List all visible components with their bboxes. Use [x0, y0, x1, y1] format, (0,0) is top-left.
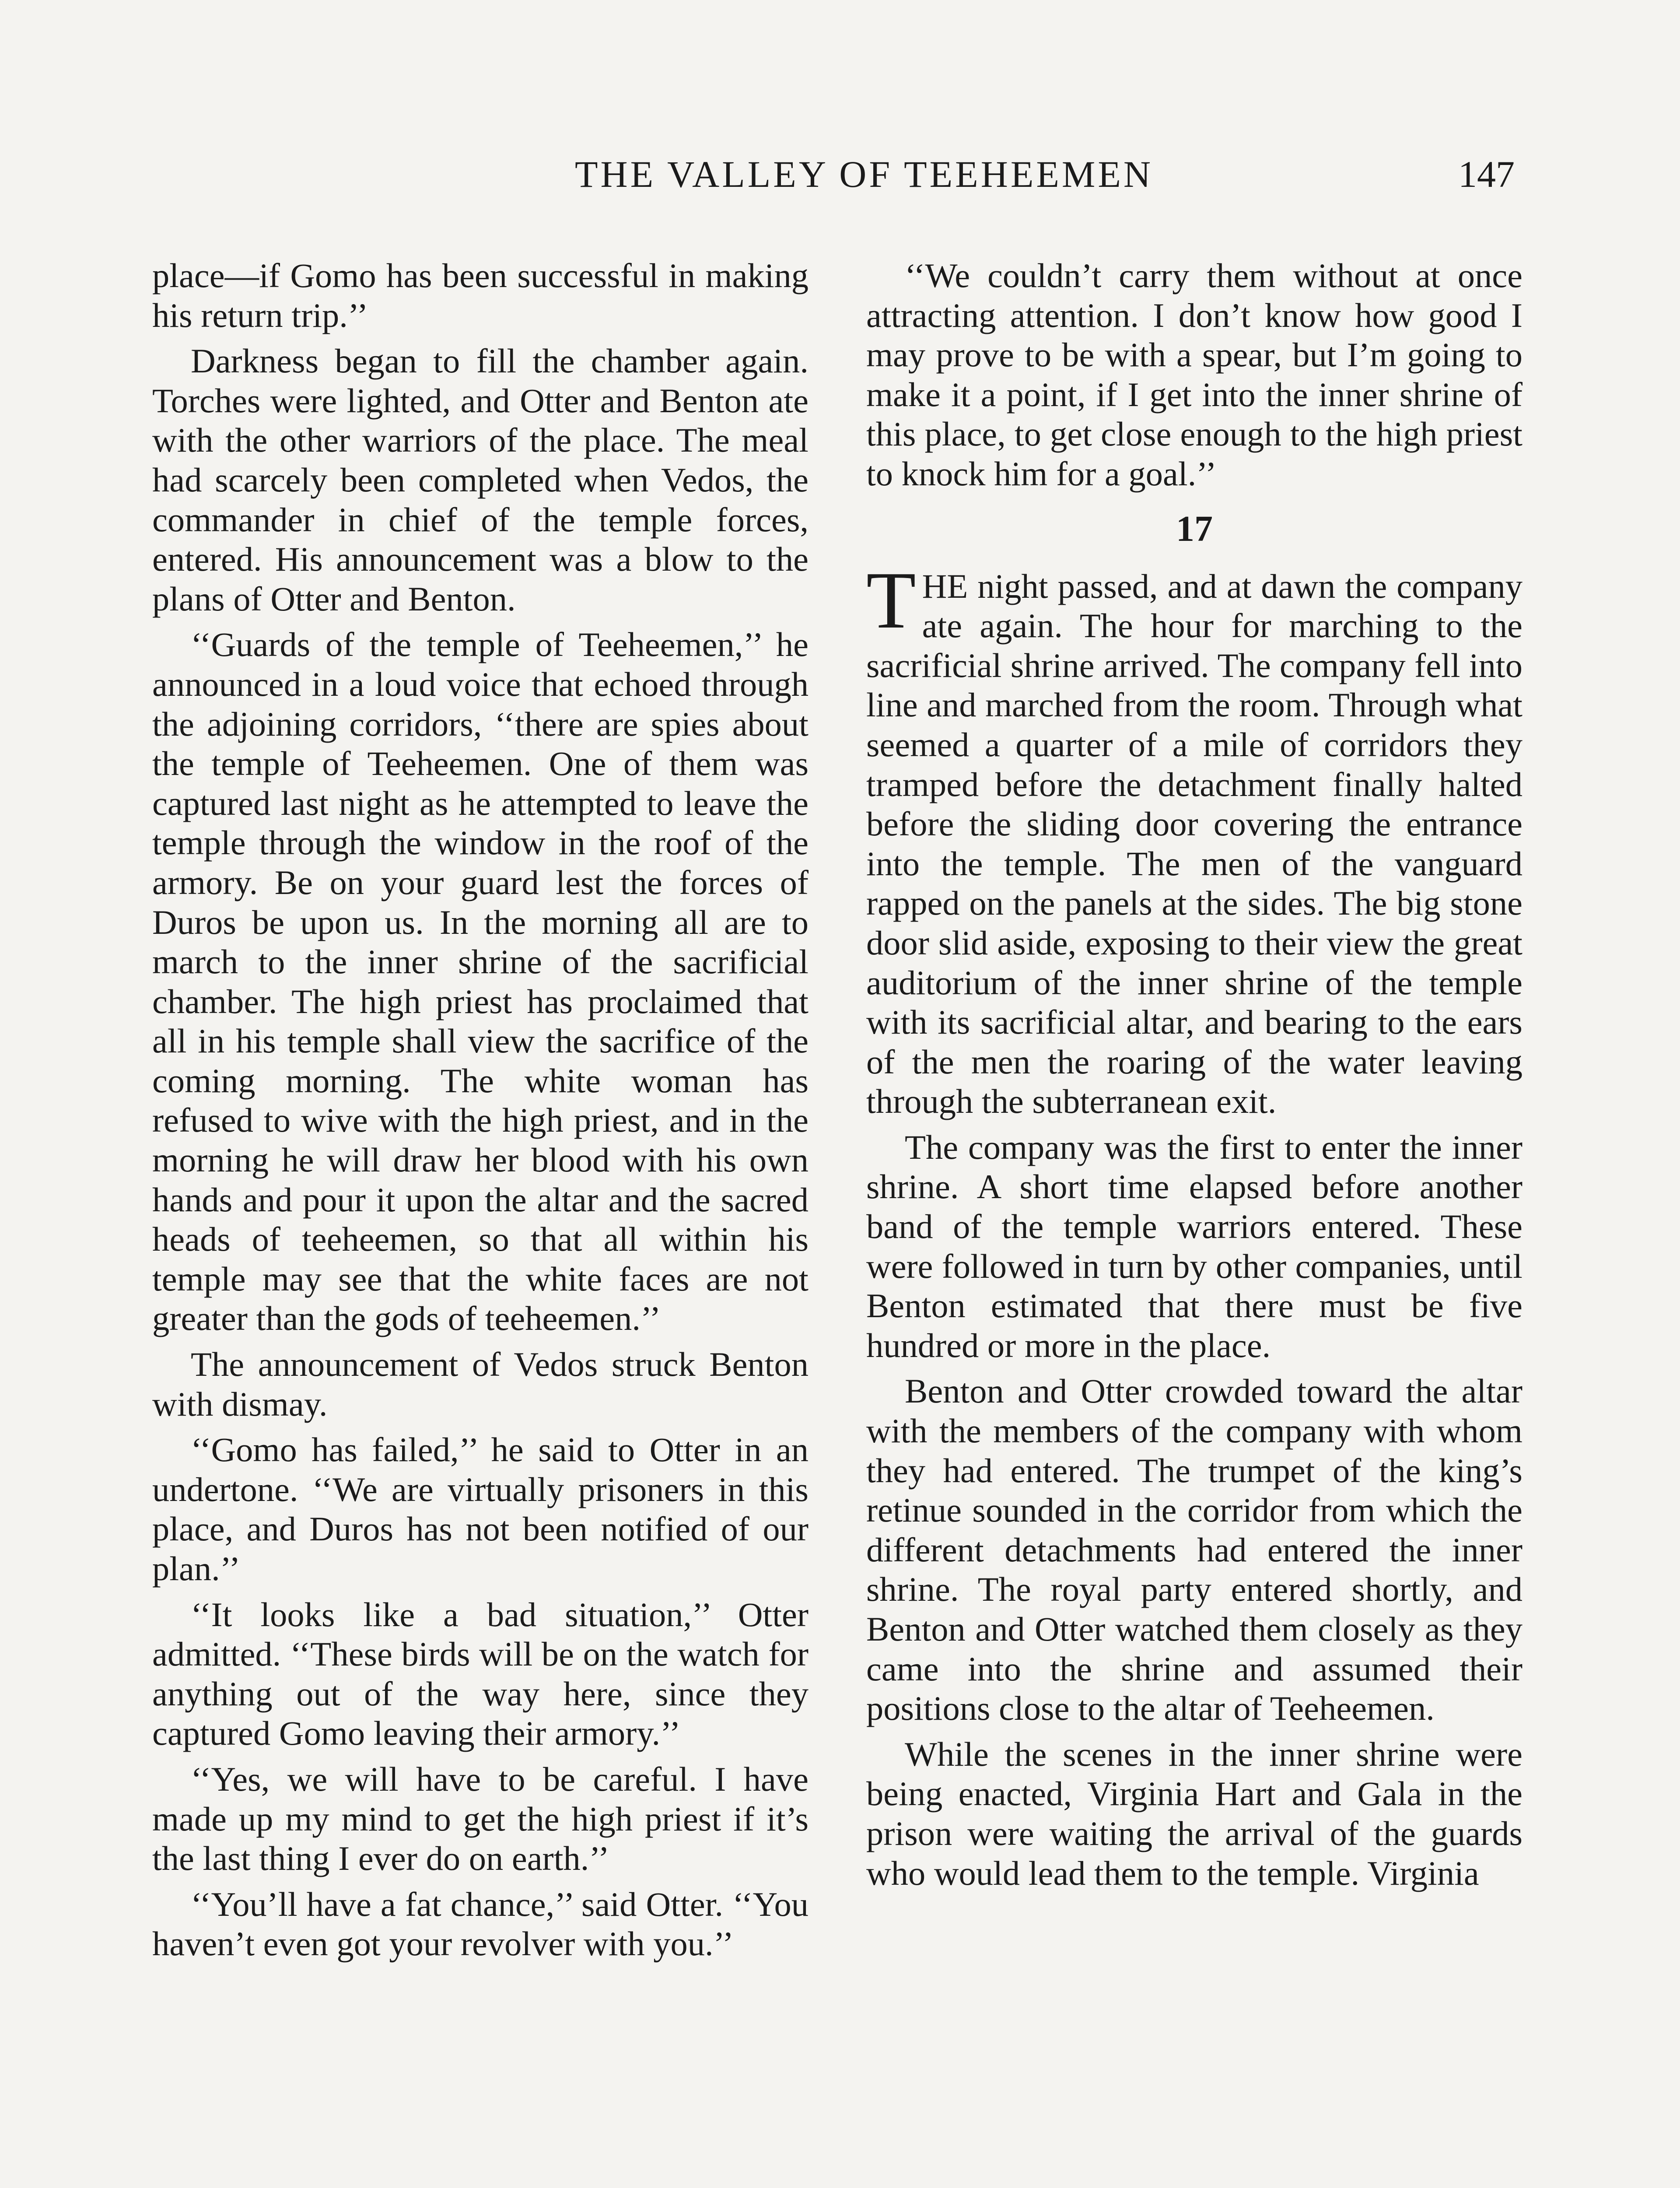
chapter-number: 17 — [1176, 508, 1213, 549]
paragraph: ‘‘You’ll have a fat chance,’’ said Otter. ‘‘You haven’t even got your revolver with you.’’ — [152, 1885, 808, 1963]
paragraph: While the scenes in the inner shrine were being enacted, Virginia Hart and Gala in the prison were waiting the arrival of the guards who would lead them to the temple. Virginia — [866, 1735, 1522, 1892]
drop-cap: T — [866, 555, 916, 645]
running-title: THE VALLEY OF TEEHEEMEN — [574, 153, 1153, 195]
paragraph: ‘‘Yes, we will have to be careful. I have made up my mind to get the high priest if it’s the last thing I ever do on earth.’’ — [152, 1760, 808, 1878]
paragraph: The company was the first to enter the inner shrine. A short time elapsed before another band of the temple warriors entered. These were followed in turn by other companies, until Benton estimated that there must be five hundred or more in the place. — [866, 1128, 1522, 1364]
paragraph: ‘‘Guards of the temple of Teeheemen,’’ he announced in a loud voice that echoed through the adjoining corridors, ‘‘there are spies about the temple of Teeheemen. One of them was captured last night as he attempted to leave the temple through the window in the roof of the armory. Be on your guard lest the forces of Duros be upon us. In the morning all are to march to the inner shrine of the sacrificial chamber. The high priest has proclaimed that all in his temple shall view the sacrifice of the coming morning. The white woman has refused to wive with the high priest, and in the morning he will draw her blood with his own hands and pour it upon the altar and the sacred heads of teeheemen, so that all within his temple may see that the white faces are not greater than the gods of teeheemen.’’ — [152, 625, 808, 1338]
paragraph: ‘‘Gomo has failed,’’ he said to Otter in an undertone. ‘‘We are virtually prisoners in this place, and Duros has not been notified of our plan.’’ — [152, 1431, 808, 1588]
paragraph: The announcement of Vedos struck Benton with dismay. — [152, 1345, 808, 1423]
paragraph: ‘‘It looks like a bad situation,’’ Otter admitted. ‘‘These birds will be on the watch for anything out of the way here, since they captured Gomo leaving their armory.’’ — [152, 1595, 808, 1753]
page-number: 147 — [1458, 153, 1515, 195]
chapter-opening-text: HE night passed, and at dawn the company ate again. The hour for marching to the sacrificial shrine arrived. The company fell into line and marched from the room. Through what seemed a quarter of a mile of corridors they tramped before the detachment finally halted before the sliding door covering the entrance into the temple. The men of the vanguard rapped on the panels at the sides. The big stone door slid aside, exposing to their view the great auditorium of the inner shrine of the temple with its sacrificial altar, and bearing to the ears of the men the roaring of the water leaving through the subterranean exit. — [866, 567, 1522, 1121]
chapter-opening-paragraph — [866, 555, 1522, 1122]
right-column — [866, 256, 1522, 1899]
left-column — [152, 256, 808, 1970]
paragraph: ‘‘We couldn’t carry them without at once attracting attention. I don’t know how good I may prove to be with a spear, but I’m going to make it a point, if I get into the inner shrine of this place, to get close enough to the high priest to knock him for a goal.’’ — [866, 256, 1522, 493]
paragraph: Benton and Otter crowded toward the altar with the members of the company with whom they had entered. The trumpet of the king’s retinue sounded in the corridor from which the different detachments had entered the inner shrine. The royal party entered shortly, and Benton and Otter watched them closely as they came into the shrine and assumed their positions close to the altar of Teeheemen. — [866, 1372, 1522, 1728]
paragraph: place—if Gomo has been successful in making his return trip.’’ — [152, 256, 808, 334]
paragraph: Darkness began to fill the chamber again. Torches were lighted, and Otter and Benton ate with the other warriors of the place. The meal had scarcely been completed when Vedos, the commander in chief of the temple forces, entered. His announcement was a blow to the plans of Otter and Benton. — [152, 342, 808, 618]
